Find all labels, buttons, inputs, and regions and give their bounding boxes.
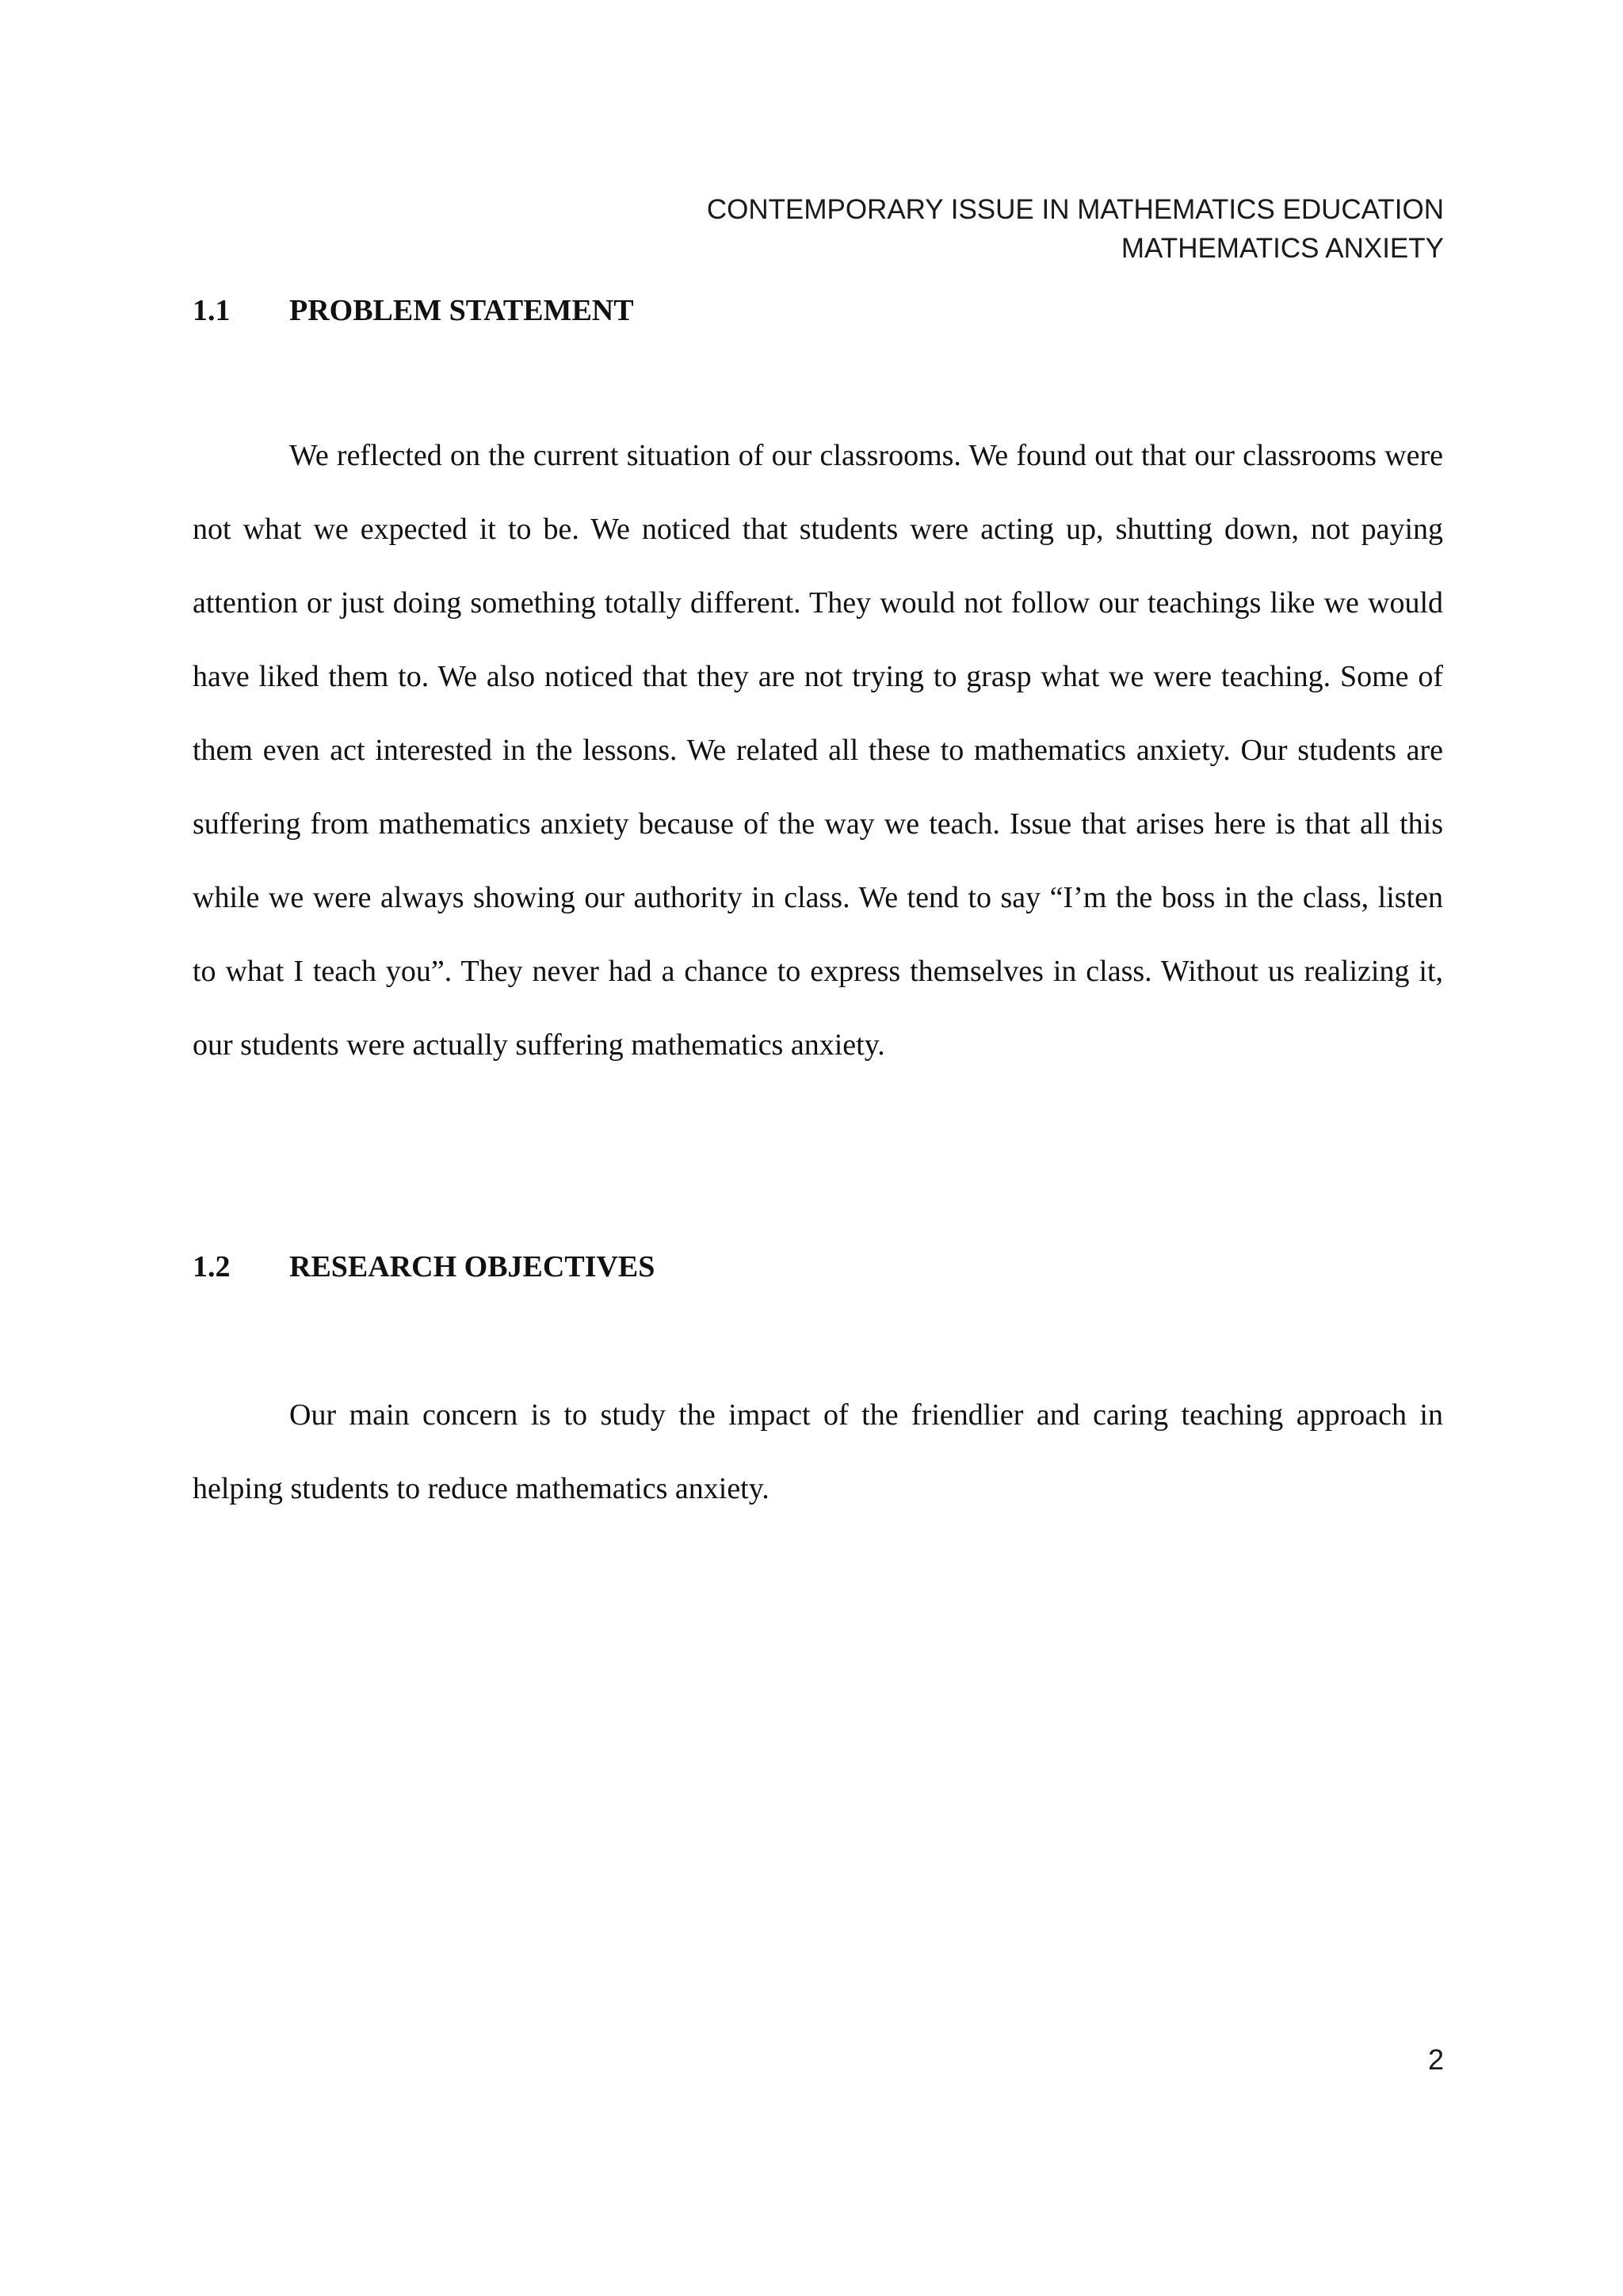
section-heading-problem-statement bbox=[193, 292, 634, 330]
section-heading-research-objectives bbox=[193, 1248, 655, 1286]
section-number: 1.2 bbox=[193, 1250, 231, 1283]
section-title: RESEARCH OBJECTIVES bbox=[289, 1250, 655, 1283]
problem-statement-paragraph: We reflected on the current situation of our classrooms. We found out that our classrooms were not what we expected it to be. We noticed that students were acting up, shutting down, not paying attention or just doing something totally different. They would not follow our teachings like we would have liked them to. We also noticed that they are not trying to grasp what we were teaching. Some of them even act interested in the lessons. We related all these to mathematics anxiety. Our students are suffering from mathematics anxiety because of the way we teach. Issue that arises here is that all this while we were always showing our authority in class. We tend to say “I’m the boss in the class, listen to what I teach you”. They never had a chance to express themselves in class. Without us realizing it, our students were actually suffering mathematics anxiety. bbox=[193, 439, 1443, 1062]
research-objectives-paragraph: Our main concern is to study the impact of the friendlier and caring teaching approach in helping students to reduce mathematics anxiety. bbox=[193, 1398, 1443, 1505]
section-number: 1.1 bbox=[193, 294, 231, 327]
running-header bbox=[707, 190, 1444, 268]
header-topic: MATHEMATICS ANXIETY bbox=[1121, 233, 1444, 264]
header-course-title: CONTEMPORARY ISSUE IN MATHEMATICS EDUCATION bbox=[706, 194, 1444, 225]
page-number: 2 bbox=[1427, 2043, 1444, 2076]
section-title: PROBLEM STATEMENT bbox=[289, 294, 634, 327]
